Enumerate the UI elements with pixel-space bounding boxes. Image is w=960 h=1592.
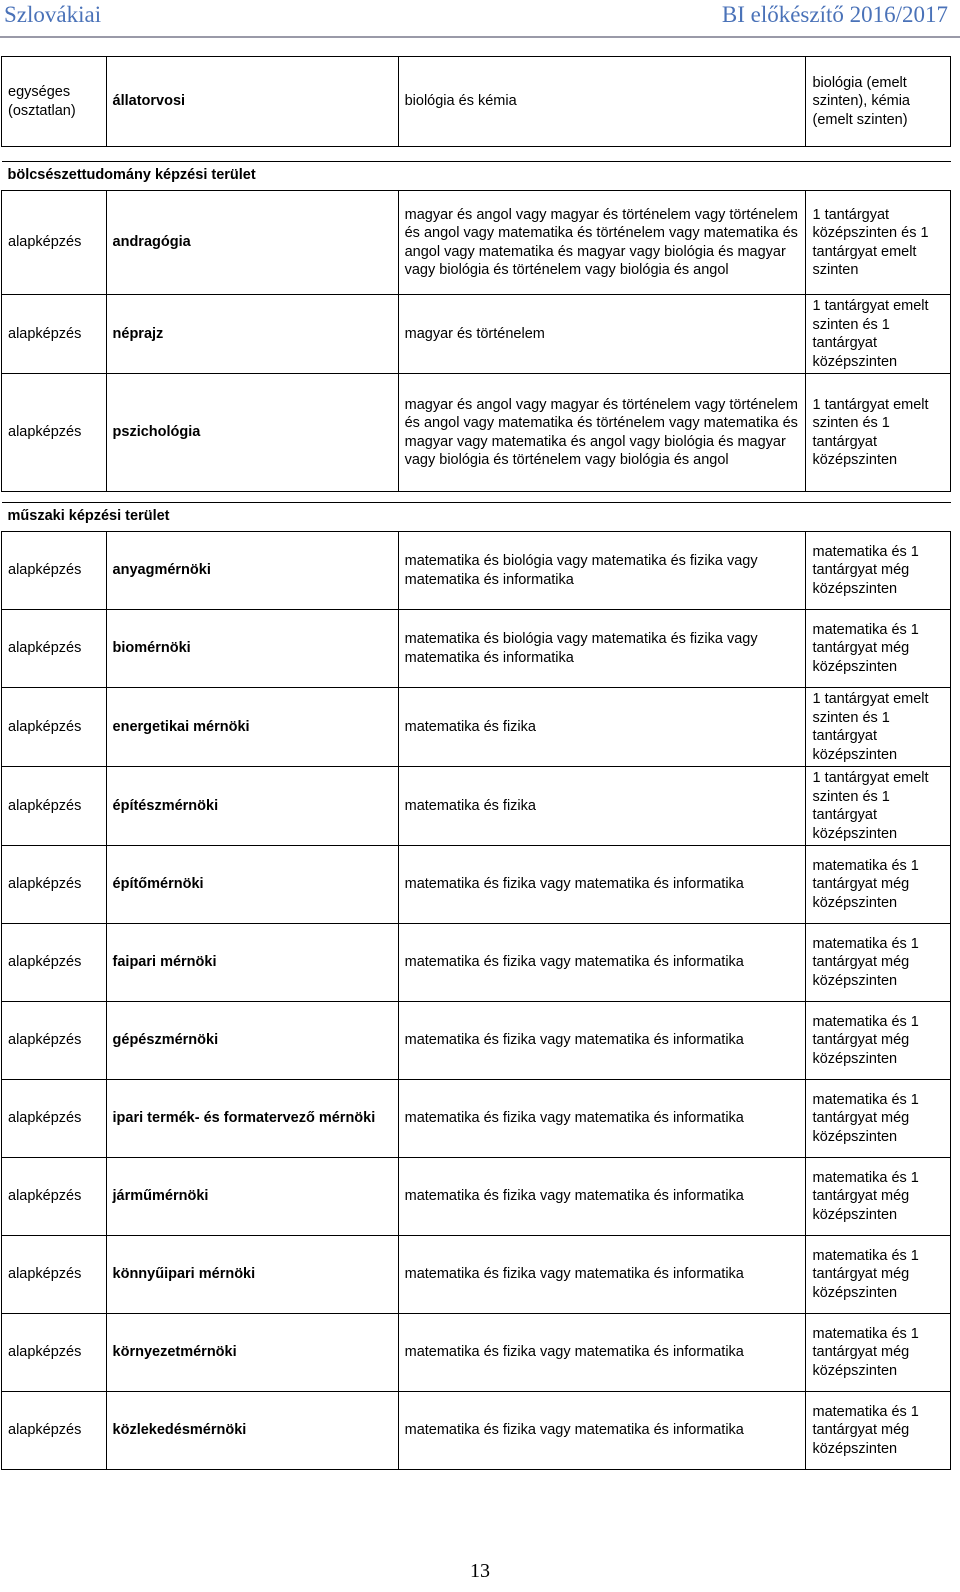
required-subjects: matematika és fizika vagy matematika és informatika: [398, 1392, 806, 1470]
program-name: állatorvosi: [106, 57, 398, 147]
required-subjects: matematika és fizika vagy matematika és informatika: [398, 1080, 806, 1158]
exam-level: 1 tantárgyat emelt szinten és 1 tantárgyat középszinten: [806, 688, 951, 767]
required-subjects: biológia és kémia: [398, 57, 806, 147]
program-name: néprajz: [106, 295, 398, 374]
program-name: ipari termék- és formatervező mérnöki: [106, 1080, 398, 1158]
program-name: építészmérnöki: [106, 767, 398, 846]
exam-level: 1 tantárgyat emelt szinten és 1 tantárgyat középszinten: [806, 295, 951, 374]
training-type: alapképzés: [2, 532, 107, 610]
program-name: andragógia: [106, 191, 398, 295]
table-row: [2, 1158, 951, 1236]
table-row: [2, 1080, 951, 1158]
exam-level: matematika és 1 tantárgyat még középszinten: [806, 532, 951, 610]
page-number: 13: [470, 1560, 490, 1582]
training-type: alapképzés: [2, 1080, 107, 1158]
training-type: alapképzés: [2, 924, 107, 1002]
exam-level: matematika és 1 tantárgyat még középszinten: [806, 1392, 951, 1470]
required-subjects: matematika és fizika: [398, 688, 806, 767]
section-spacer: [2, 492, 951, 503]
table-row: [2, 924, 951, 1002]
training-type: alapképzés: [2, 374, 107, 492]
exam-level: matematika és 1 tantárgyat még középszinten: [806, 1314, 951, 1392]
table-row: [2, 688, 951, 767]
required-subjects: matematika és fizika vagy matematika és informatika: [398, 1314, 806, 1392]
section-spacer: [2, 147, 951, 162]
program-name: biomérnöki: [106, 610, 398, 688]
required-subjects: magyar és angol vagy magyar és történelem vagy történelem és angol vagy matematika és történelem vagy matematika és magyar vagy matematika és angol vagy biológia és magyar vagy biológia és történelem vagy biológia és angol: [398, 374, 806, 492]
section-header: [2, 162, 951, 191]
program-name: környezetmérnöki: [106, 1314, 398, 1392]
program-name: gépészmérnöki: [106, 1002, 398, 1080]
required-subjects: matematika és fizika vagy matematika és informatika: [398, 924, 806, 1002]
required-subjects: matematika és biológia vagy matematika és fizika vagy matematika és informatika: [398, 532, 806, 610]
section-title: műszaki képzési terület: [2, 503, 951, 532]
table-row: [2, 1236, 951, 1314]
program-name: anyagmérnöki: [106, 532, 398, 610]
section-header: [2, 503, 951, 532]
training-type: alapképzés: [2, 610, 107, 688]
program-name: energetikai mérnöki: [106, 688, 398, 767]
table-row: [2, 610, 951, 688]
section-title: bölcsészettudomány képzési terület: [2, 162, 951, 191]
training-type: alapképzés: [2, 1236, 107, 1314]
required-subjects: magyar és történelem: [398, 295, 806, 374]
exam-level: 1 tantárgyat középszinten és 1 tantárgyat emelt szinten: [806, 191, 951, 295]
program-name: építőmérnöki: [106, 846, 398, 924]
table-row: [2, 374, 951, 492]
table-row: [2, 57, 951, 147]
exam-level: 1 tantárgyat emelt szinten és 1 tantárgyat középszinten: [806, 374, 951, 492]
exam-level: matematika és 1 tantárgyat még középszinten: [806, 1236, 951, 1314]
training-type: alapképzés: [2, 767, 107, 846]
table-row: [2, 1314, 951, 1392]
exam-level: matematika és 1 tantárgyat még középszinten: [806, 1080, 951, 1158]
required-subjects: matematika és fizika vagy matematika és informatika: [398, 1002, 806, 1080]
exam-level: 1 tantárgyat emelt szinten és 1 tantárgyat középszinten: [806, 767, 951, 846]
programs-table: [1, 56, 951, 1470]
exam-level: matematika és 1 tantárgyat még középszinten: [806, 846, 951, 924]
exam-level: matematika és 1 tantárgyat még középszinten: [806, 924, 951, 1002]
table-row: [2, 1392, 951, 1470]
page-header: [0, 0, 960, 38]
program-name: közlekedésmérnöki: [106, 1392, 398, 1470]
training-type: alapképzés: [2, 1314, 107, 1392]
required-subjects: matematika és fizika vagy matematika és informatika: [398, 1236, 806, 1314]
program-name: könnyűipari mérnöki: [106, 1236, 398, 1314]
program-name: faipari mérnöki: [106, 924, 398, 1002]
training-type: alapképzés: [2, 191, 107, 295]
exam-level: biológia (emelt szinten), kémia (emelt szinten): [806, 57, 951, 147]
table-row: [2, 767, 951, 846]
required-subjects: matematika és fizika vagy matematika és informatika: [398, 1158, 806, 1236]
exam-level: matematika és 1 tantárgyat még középszinten: [806, 610, 951, 688]
table-row: [2, 532, 951, 610]
training-type: alapképzés: [2, 1002, 107, 1080]
table-row: [2, 846, 951, 924]
header-right-title: BI előkészítő 2016/2017: [721, 2, 948, 27]
table-row: [2, 1002, 951, 1080]
program-name: járműmérnöki: [106, 1158, 398, 1236]
exam-level: matematika és 1 tantárgyat még középszinten: [806, 1158, 951, 1236]
training-type: alapképzés: [2, 1158, 107, 1236]
training-type: alapképzés: [2, 1392, 107, 1470]
training-type: egységes (osztatlan): [2, 57, 107, 147]
header-left-title: Szlovákiai: [4, 2, 102, 27]
training-type: alapképzés: [2, 295, 107, 374]
training-type: alapképzés: [2, 846, 107, 924]
required-subjects: matematika és fizika: [398, 767, 806, 846]
required-subjects: matematika és fizika vagy matematika és informatika: [398, 846, 806, 924]
table-row: [2, 191, 951, 295]
table-row: [2, 295, 951, 374]
program-name: pszichológia: [106, 374, 398, 492]
required-subjects: magyar és angol vagy magyar és történelem vagy történelem és angol vagy matematika és történelem vagy matematika és angol vagy matematika és magyar vagy biológia és magyar vagy biológia és történelem vagy biológia és angol: [398, 191, 806, 295]
training-type: alapképzés: [2, 688, 107, 767]
exam-level: matematika és 1 tantárgyat még középszinten: [806, 1002, 951, 1080]
required-subjects: matematika és biológia vagy matematika és fizika vagy matematika és informatika: [398, 610, 806, 688]
